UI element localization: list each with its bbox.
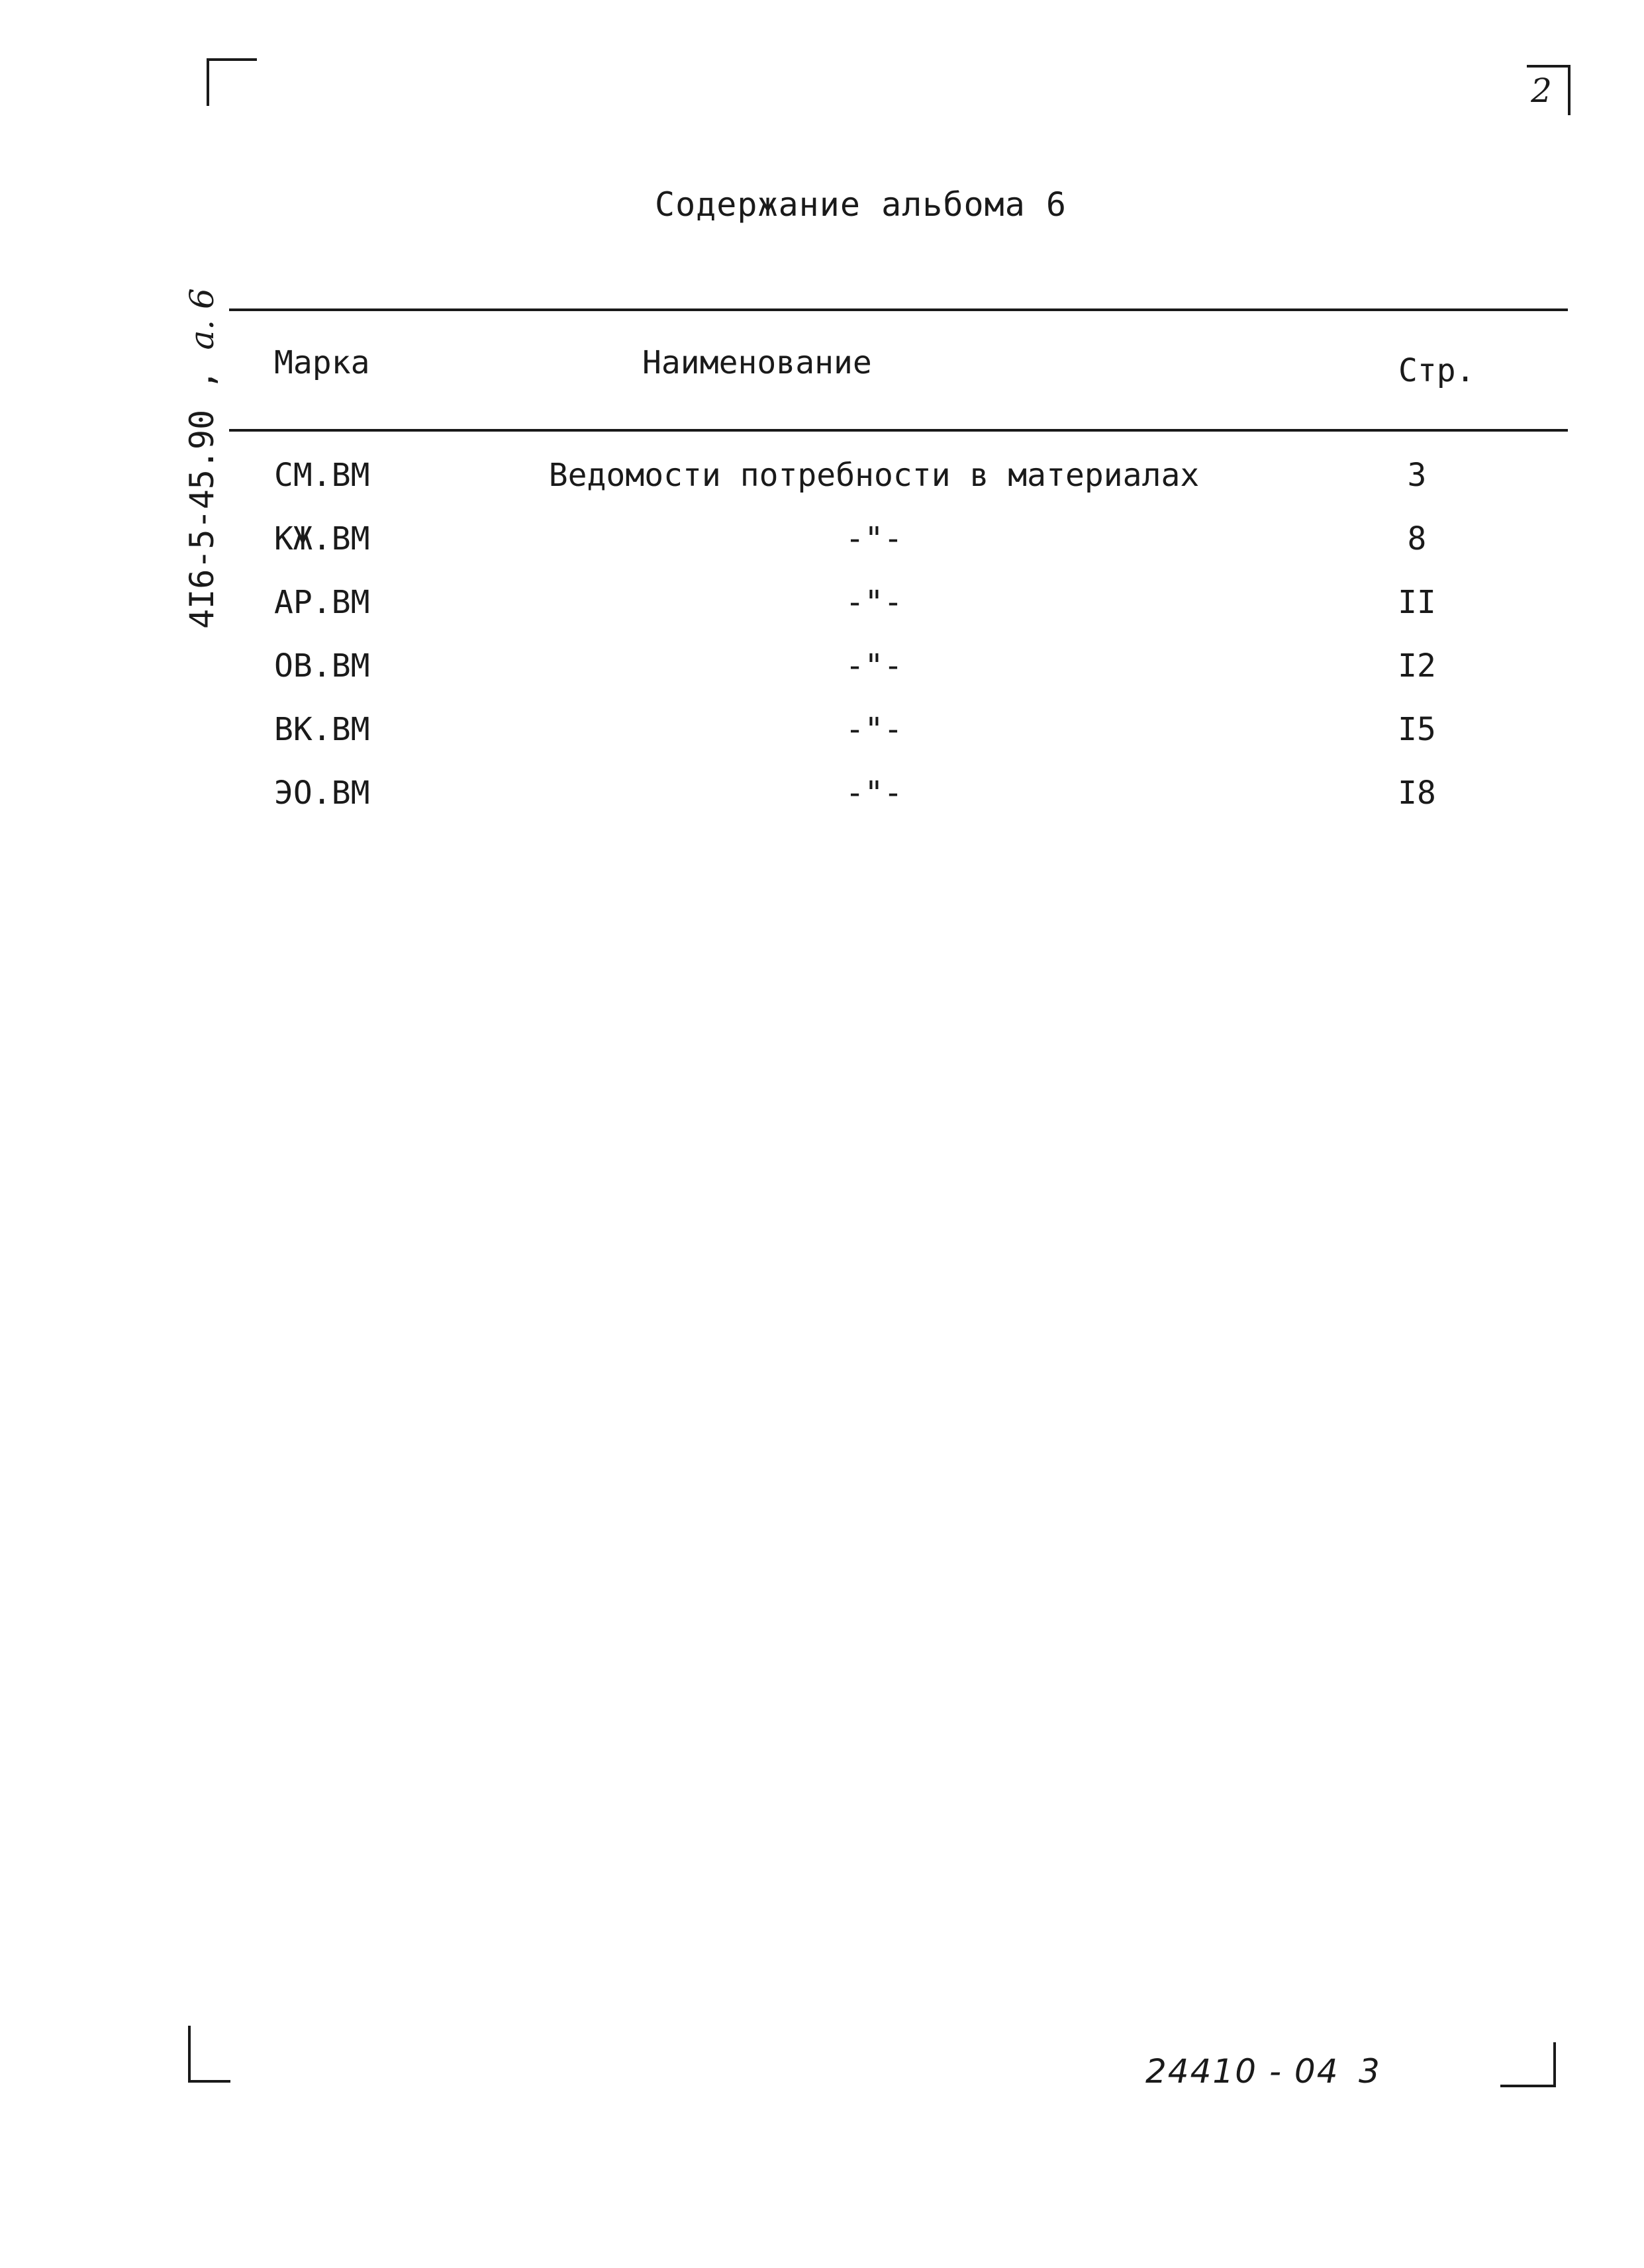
table-top-rule bbox=[229, 308, 1568, 311]
side-code-number: 4I6-5-45.90 , bbox=[183, 369, 221, 629]
row-marka: ОВ.ВМ bbox=[274, 647, 370, 685]
row-page: 3 bbox=[1407, 457, 1427, 494]
row-page: I8 bbox=[1398, 775, 1436, 812]
column-header-marka: Марка bbox=[274, 344, 370, 381]
row-page: I5 bbox=[1398, 711, 1436, 748]
row-page: I2 bbox=[1398, 647, 1436, 685]
footer-sheet-number: 3 bbox=[1359, 2052, 1380, 2091]
side-code-album: a. 6 bbox=[183, 288, 221, 350]
footer-inventory-code: 24410 - 04 bbox=[1145, 2052, 1339, 2091]
table-row bbox=[0, 520, 1644, 573]
corner-mark-bottom-right bbox=[1500, 2042, 1556, 2087]
page-number: 2 bbox=[1531, 71, 1552, 110]
row-marka: АР.ВМ bbox=[274, 584, 370, 621]
row-marka: СМ.ВМ bbox=[274, 457, 370, 494]
row-name: -"- bbox=[845, 711, 903, 748]
row-name: -"- bbox=[845, 584, 903, 621]
table-row bbox=[0, 584, 1644, 637]
table-row bbox=[0, 457, 1644, 510]
column-header-name: Наименование bbox=[642, 344, 872, 381]
row-marka: ВК.ВМ bbox=[274, 711, 370, 748]
row-name: Ведомости потребности в материалах bbox=[548, 457, 1200, 494]
row-marka: ЭО.ВМ bbox=[274, 775, 370, 812]
row-page: II bbox=[1398, 584, 1436, 621]
table-row bbox=[0, 775, 1644, 827]
table-header-rule bbox=[229, 429, 1568, 432]
column-header-page: Стр. bbox=[1398, 352, 1475, 389]
page-title: Содержание альбома 6 bbox=[654, 185, 1067, 224]
table-row bbox=[0, 647, 1644, 700]
table-row bbox=[0, 711, 1644, 764]
row-name: -"- bbox=[845, 775, 903, 812]
corner-mark-top-left bbox=[207, 58, 257, 106]
row-name: -"- bbox=[845, 520, 903, 557]
row-marka: КЖ.ВМ bbox=[274, 520, 370, 557]
row-name: -"- bbox=[845, 647, 903, 685]
row-page: 8 bbox=[1407, 520, 1427, 557]
corner-mark-bottom-left bbox=[188, 2026, 230, 2083]
